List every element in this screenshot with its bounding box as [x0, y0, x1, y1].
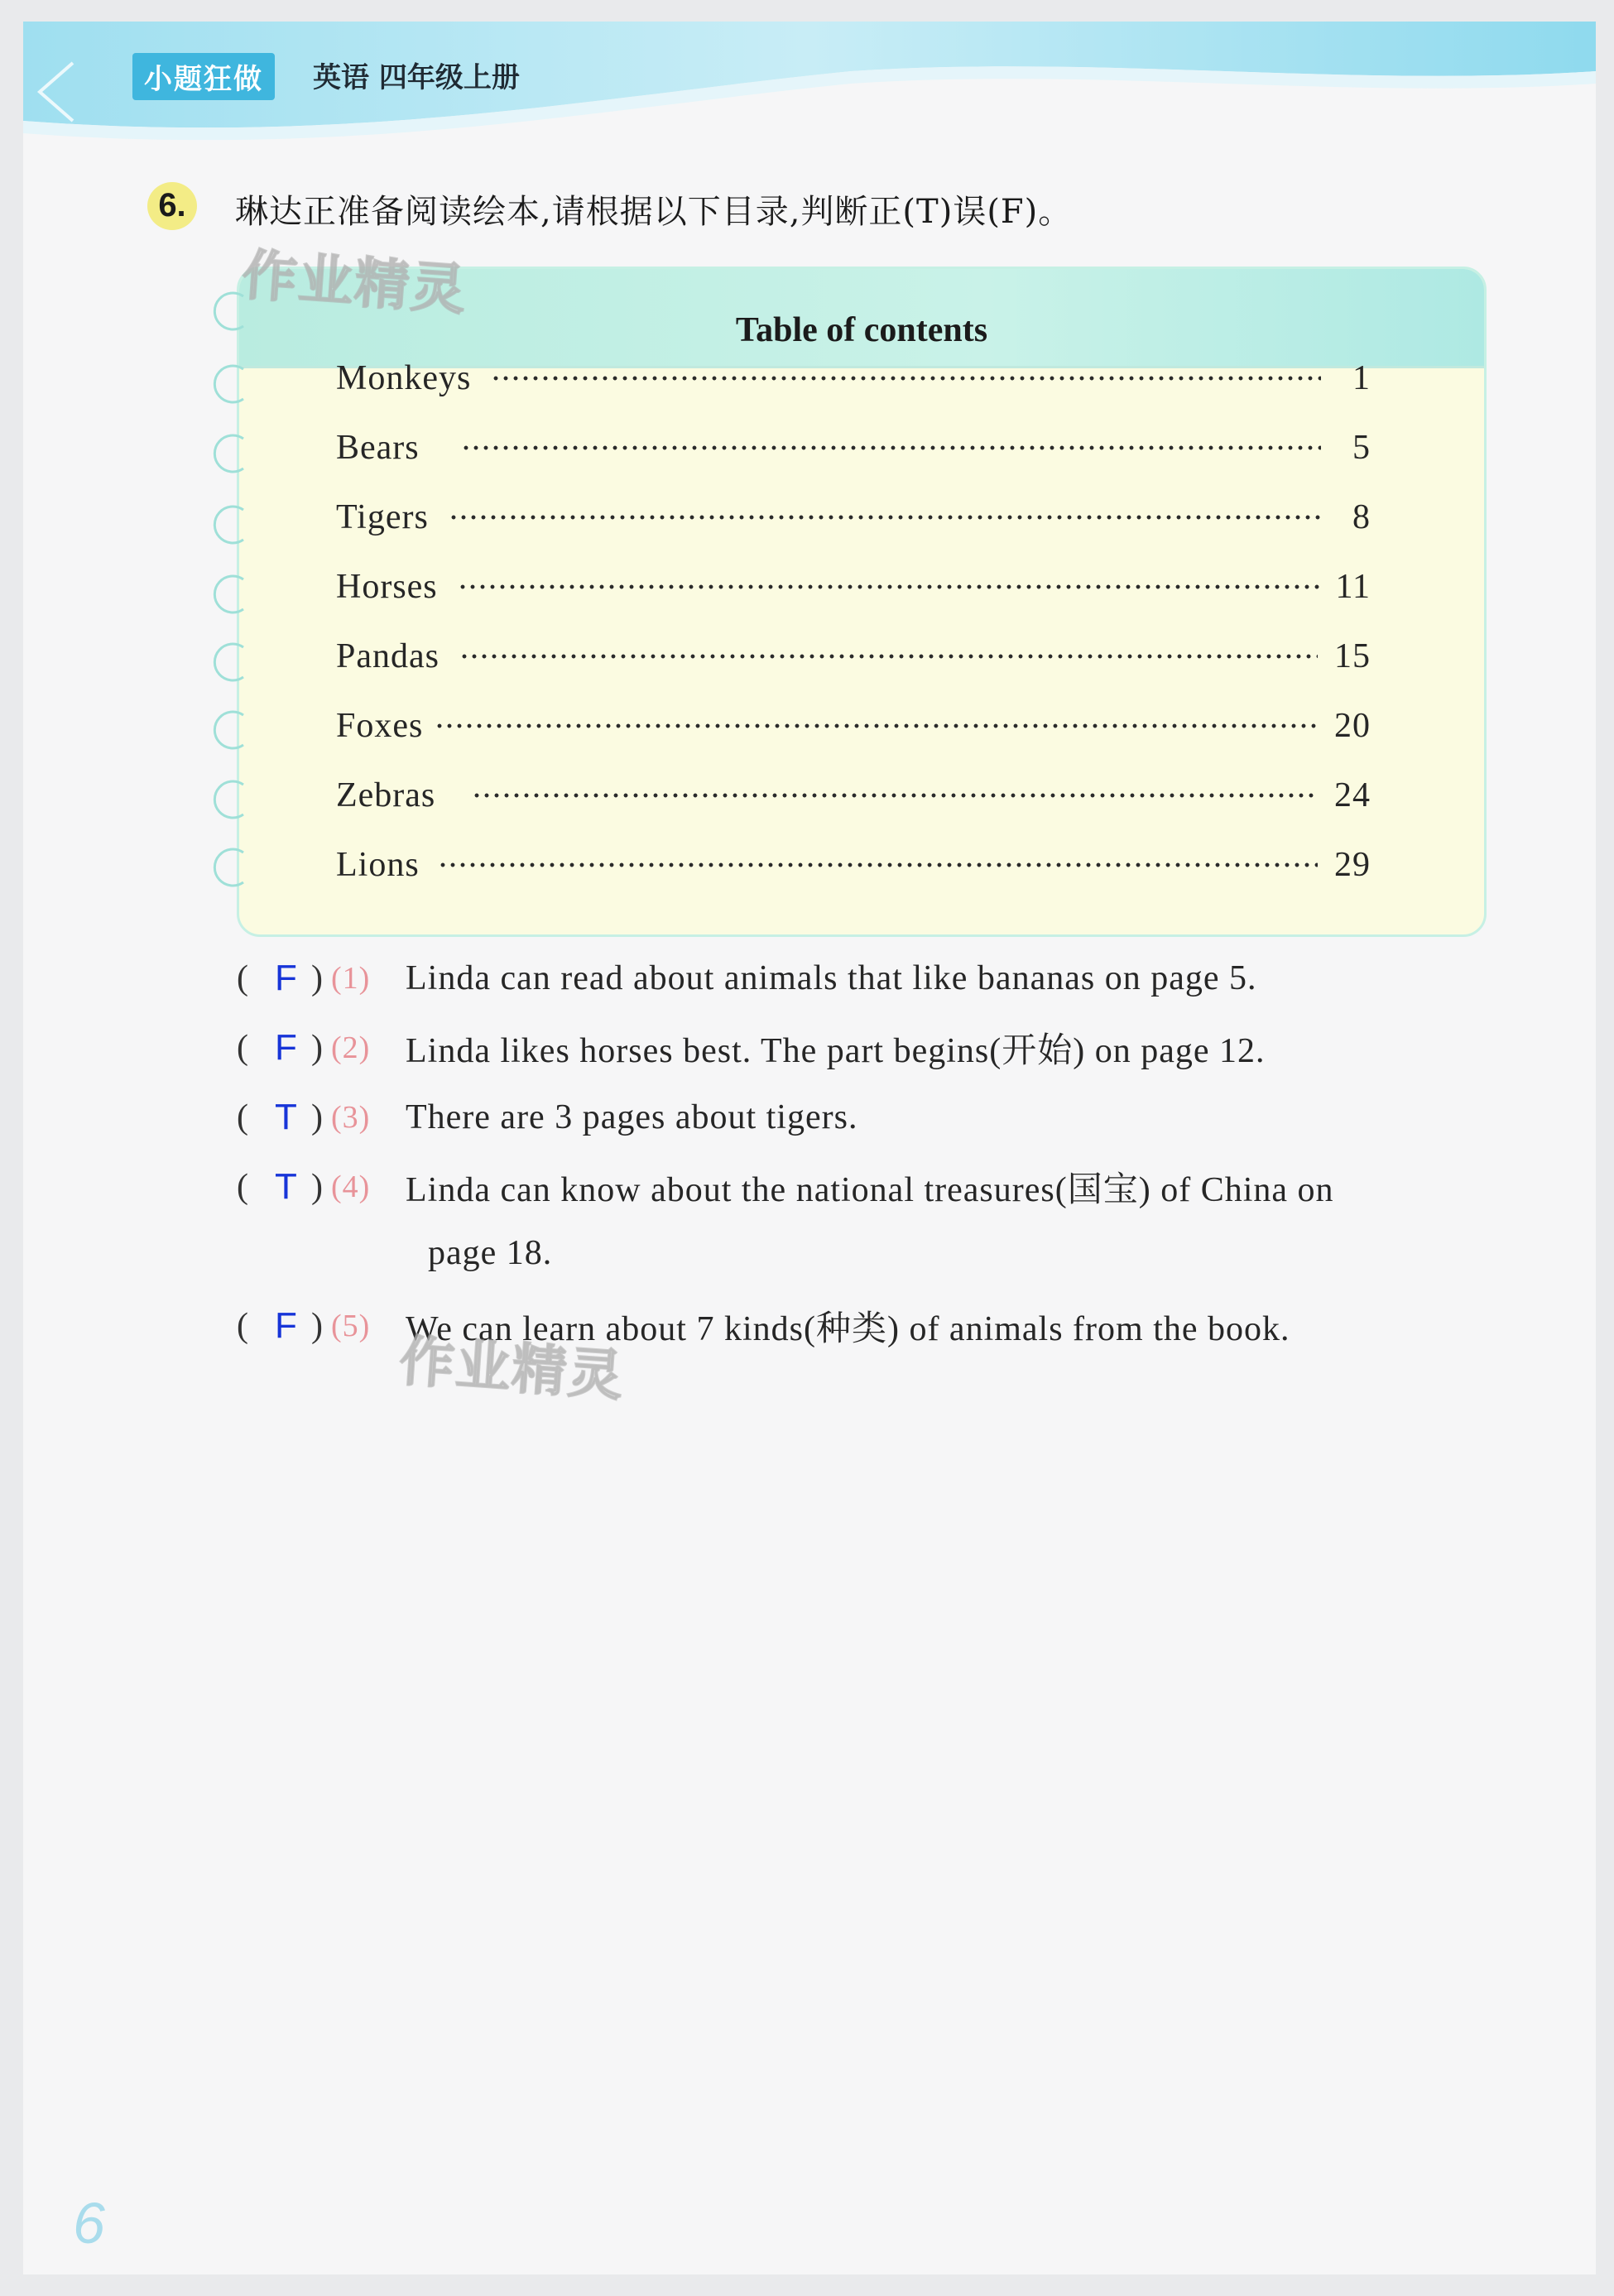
open-paren: ( — [237, 959, 249, 997]
item-index: (2) — [331, 1030, 371, 1065]
binder-rings — [210, 290, 260, 902]
workbook-page — [23, 22, 1596, 2274]
item-index: (3) — [331, 1100, 371, 1135]
open-paren: ( — [237, 1098, 249, 1136]
toc-entry — [336, 562, 1371, 612]
item-statement: Linda can read about animals that like bananas on page 5. — [406, 959, 1257, 997]
question-prompt: 琳达正准备阅读绘本,请根据以下目录,判断正(T)误(F)。 — [235, 193, 1073, 231]
item-index: (1) — [331, 961, 371, 996]
toc-entry — [336, 632, 1371, 681]
dot-leader — [459, 654, 1318, 659]
dot-leader — [449, 515, 1321, 520]
true-false-item — [237, 1301, 1290, 1351]
item-index: (5) — [331, 1309, 371, 1343]
true-false-item — [237, 1093, 857, 1142]
item-statement-continuation: page 18. — [428, 1234, 553, 1272]
answer-mark[interactable]: T — [275, 1097, 298, 1137]
dot-leader — [491, 376, 1321, 381]
toc-entry-page: 24 — [1334, 776, 1371, 814]
open-paren: ( — [237, 1307, 249, 1345]
true-false-item — [237, 953, 1256, 1003]
toc-entry-name: Monkeys — [336, 359, 472, 397]
toc-entry-page: 15 — [1334, 637, 1371, 675]
question-number-label: 6. — [158, 186, 186, 223]
dot-leader — [461, 445, 1321, 450]
item-index: (4) — [331, 1170, 371, 1204]
open-paren: ( — [237, 1168, 249, 1206]
watermark: 作业精灵 — [240, 243, 469, 323]
toc-entry — [336, 353, 1371, 403]
page-number: 6 — [73, 2191, 105, 2255]
toc-entry — [336, 771, 1371, 820]
dot-leader — [435, 723, 1318, 728]
toc-entry-page: 8 — [1352, 498, 1371, 536]
toc-entry-name: Lions — [336, 846, 420, 884]
dot-leader — [458, 584, 1319, 589]
close-paren: ) — [311, 1098, 324, 1136]
question-number — [142, 179, 202, 232]
toc-entry-page: 1 — [1352, 359, 1371, 397]
dot-leader — [472, 793, 1318, 798]
toc-entry — [336, 423, 1371, 473]
close-paren: ) — [311, 959, 324, 997]
close-paren: ) — [311, 1168, 324, 1206]
item-statement: Linda likes horses best. The part begins(开始) on page 12. — [406, 1032, 1266, 1070]
toc-entry-name: Pandas — [336, 637, 440, 675]
answer-mark[interactable]: F — [275, 1027, 298, 1068]
book-title: 英语 四年级上册 — [313, 61, 520, 94]
true-false-item — [237, 1162, 1334, 1212]
header-band — [23, 22, 1596, 154]
series-badge: 小题狂做 — [132, 53, 275, 100]
toc-entry-page: 20 — [1334, 707, 1371, 745]
item-statement: There are 3 pages about tigers. — [406, 1098, 858, 1136]
toc-entry-name: Zebras — [336, 776, 436, 814]
close-paren: ) — [311, 1307, 324, 1345]
item-statement: Linda can know about the national treasures(国宝) of China on — [406, 1171, 1334, 1209]
close-paren: ) — [311, 1029, 324, 1067]
toc-entry-page: 5 — [1352, 429, 1371, 467]
answer-mark[interactable]: T — [275, 1166, 298, 1207]
item-statement: We can learn about 7 kinds(种类) of animals from the book. — [406, 1310, 1290, 1348]
toc-entry-name: Horses — [336, 568, 438, 606]
answer-mark[interactable]: F — [275, 1305, 298, 1346]
toc-entry — [336, 701, 1371, 751]
toc-entry — [336, 492, 1371, 542]
true-false-item — [237, 1023, 1266, 1073]
toc-entry-name: Tigers — [336, 498, 429, 536]
watermark: 作业精灵 — [397, 1328, 627, 1409]
dot-leader — [438, 862, 1318, 867]
toc-title: Table of contents — [735, 311, 988, 349]
answer-mark[interactable]: F — [275, 958, 298, 998]
toc-entry — [336, 840, 1371, 890]
toc-entry-page: 29 — [1334, 846, 1371, 884]
open-paren: ( — [237, 1029, 249, 1067]
toc-entry-page: 11 — [1335, 568, 1371, 606]
toc-entry-name: Foxes — [336, 707, 424, 745]
toc-entry-name: Bears — [336, 429, 420, 467]
